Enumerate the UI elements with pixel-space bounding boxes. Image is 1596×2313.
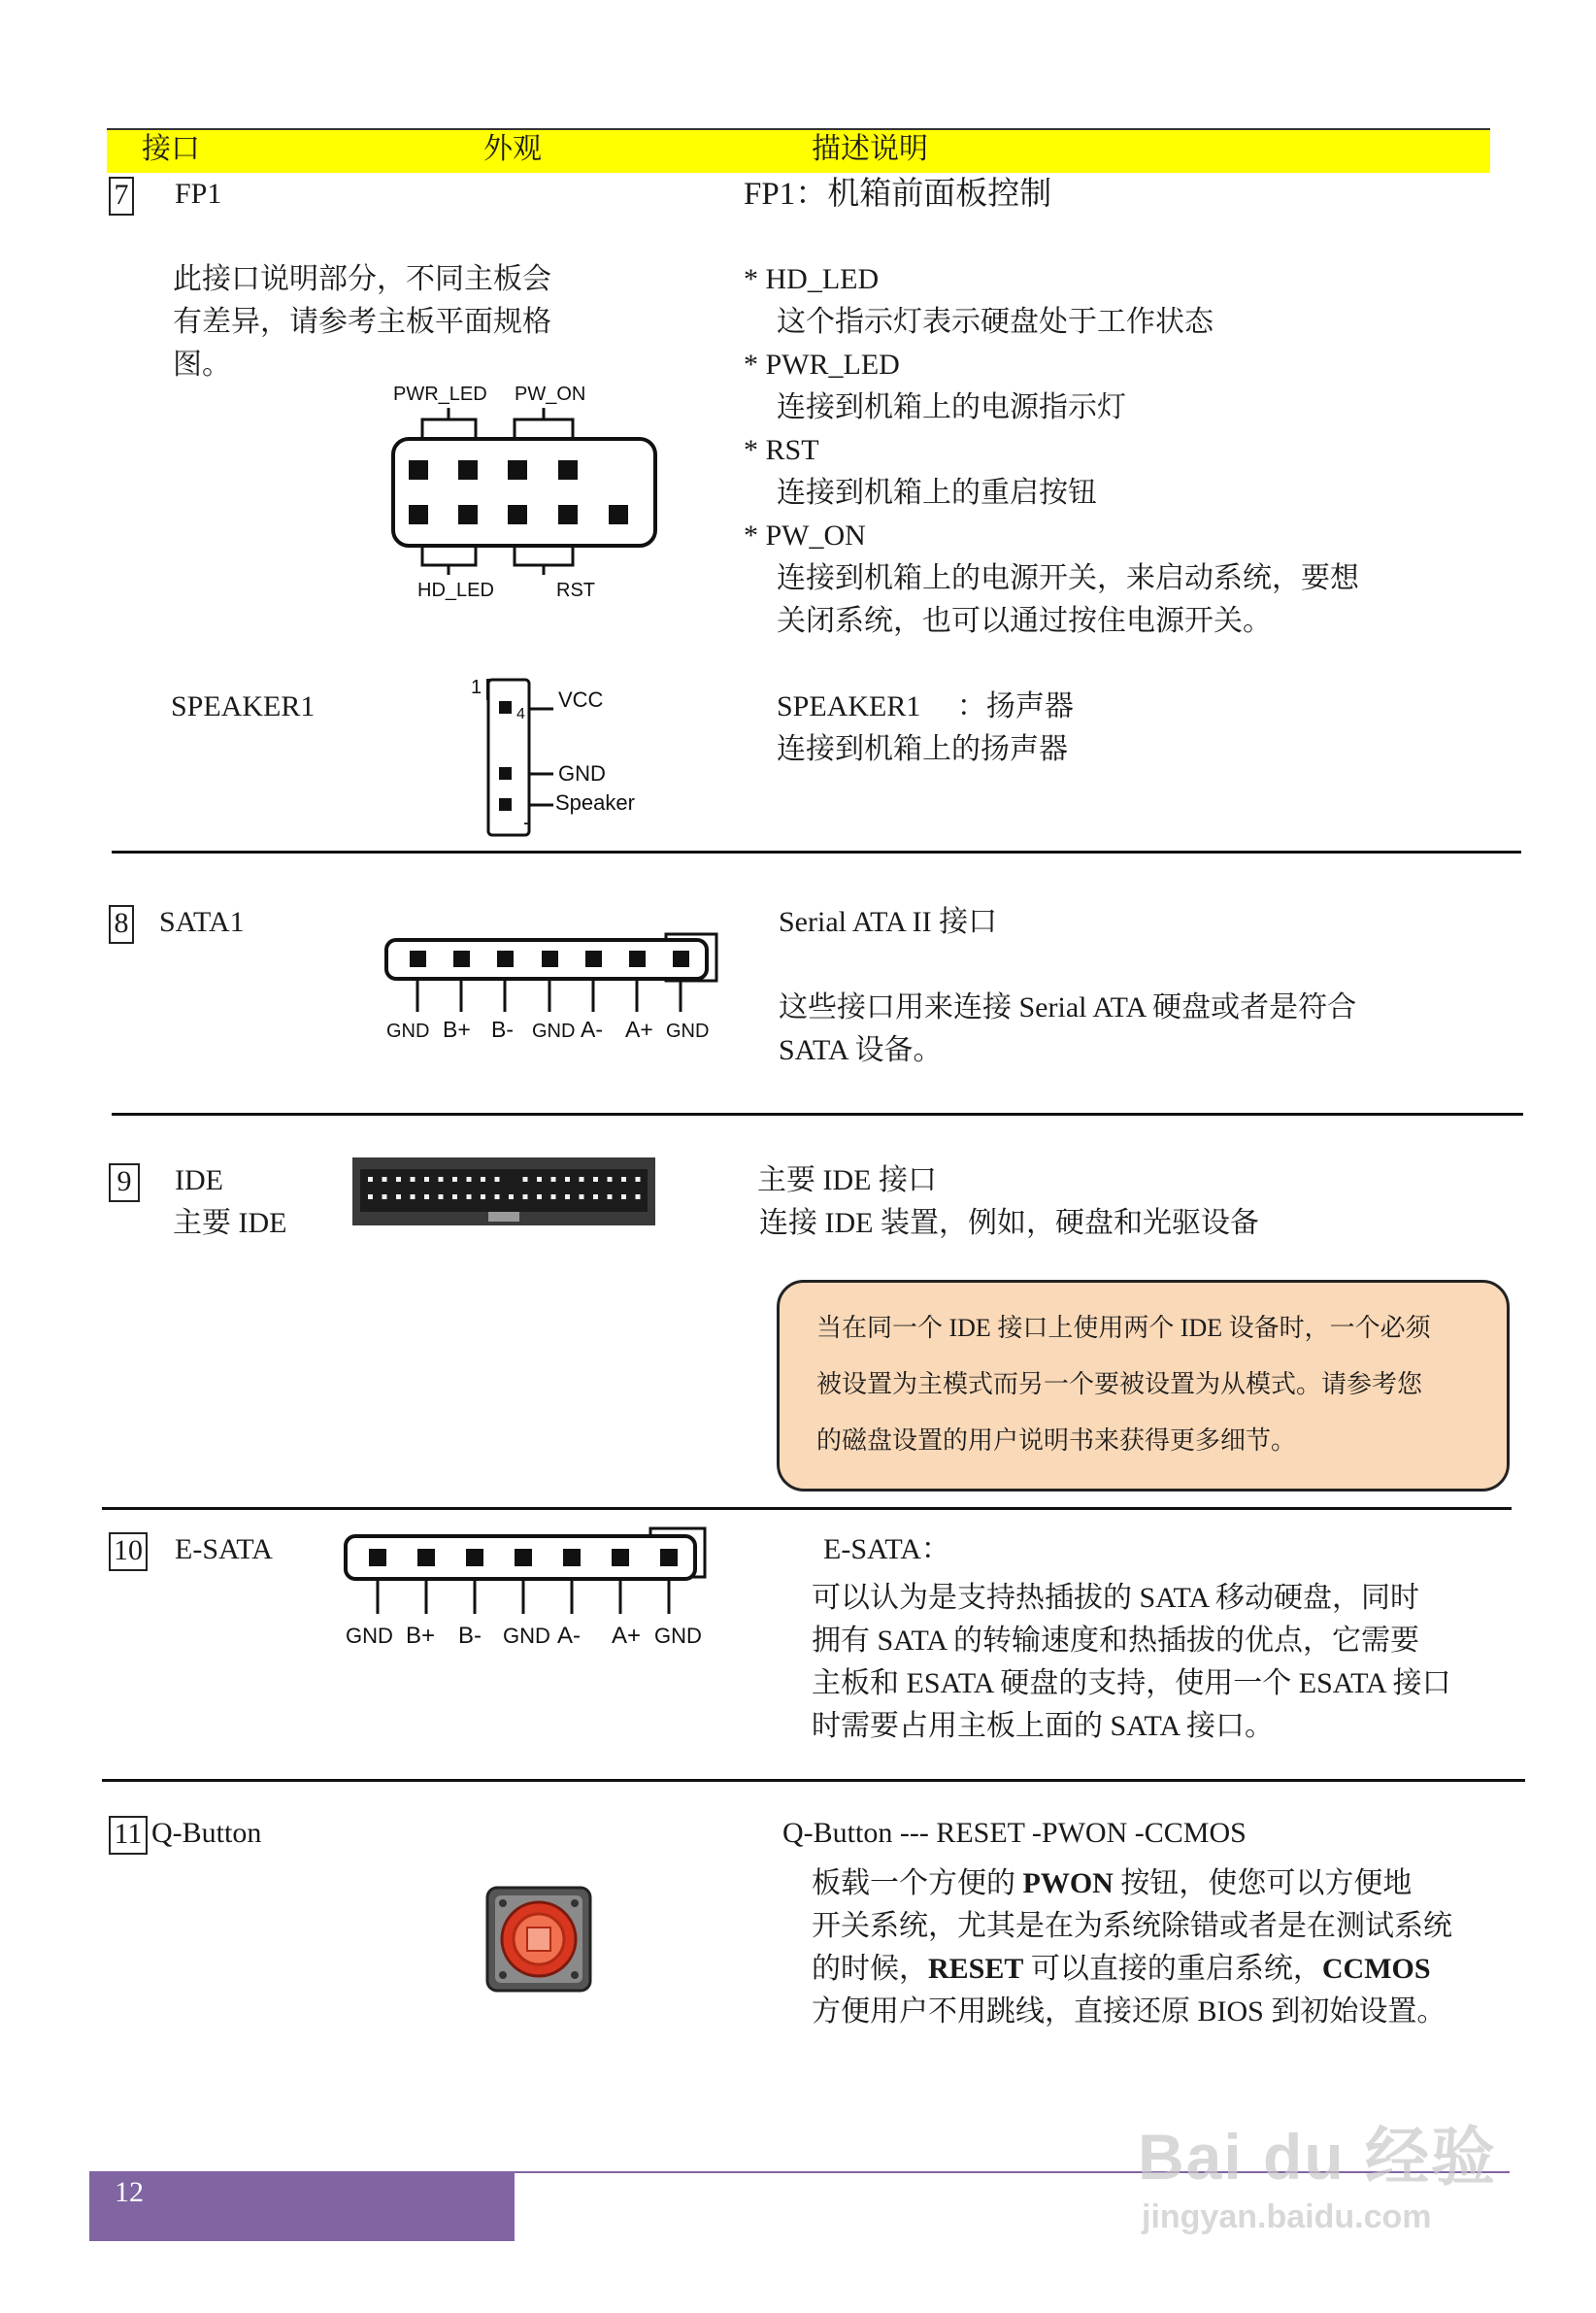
section-number: 10 <box>109 1532 148 1571</box>
fp1-item-desc: 关闭系统，也可以通过按住电源开关。 <box>777 605 1272 637</box>
ide-pin <box>523 1177 528 1182</box>
ide-note-line: 当在同一个 IDE 接口上使用两个 IDE 设备时，一个必须 <box>816 1314 1431 1342</box>
ide-pin <box>382 1177 387 1182</box>
esata-pin-diagram <box>338 1525 716 1660</box>
header-appearance: 外观 <box>483 133 542 165</box>
section-divider <box>102 1507 1512 1510</box>
ide-pin <box>580 1194 584 1199</box>
hd-led-label: HD_LED <box>417 580 494 601</box>
ide-pin <box>368 1194 373 1199</box>
ide-pin <box>481 1177 485 1182</box>
ide-pin <box>467 1194 472 1199</box>
section-divider <box>112 1113 1523 1116</box>
esata-pin-label: GND <box>654 1624 702 1648</box>
rst-label: RST <box>556 580 595 601</box>
qbutton-desc-line: 方便用户不用跳线，直接还原 BIOS 到初始设置。 <box>812 1995 1446 2028</box>
ide-pin <box>537 1177 542 1182</box>
esata-pin-label: GND <box>346 1624 393 1648</box>
esata-desc-line: 可以认为是支持热插拔的 SATA 移动硬盘，同时 <box>812 1582 1419 1614</box>
esata-desc-line: 拥有 SATA 的转输速度和热插拔的优点，它需要 <box>812 1625 1419 1657</box>
fp1-item-desc: 连接到机箱上的电源开关，来启动系统，要想 <box>777 562 1359 594</box>
ide-pin <box>608 1194 613 1199</box>
pw-on-label: PW_ON <box>515 384 586 405</box>
qbutton-name: Q-Button <box>151 1817 262 1849</box>
ide-note-line: 被设置为主模式而另一个要被设置为从模式。请参考您 <box>816 1370 1423 1398</box>
ide-pin <box>424 1194 429 1199</box>
fp1-note-line: 有差异，请参考主板平面规格 <box>173 306 551 338</box>
fp1-item-desc: 连接到机箱上的重启按钮 <box>777 477 1097 509</box>
fp1-note-line: 图。 <box>173 349 231 381</box>
speaker-desc: 连接到机箱上的扬声器 <box>777 733 1068 765</box>
ide-pin <box>411 1194 416 1199</box>
qbutton-desc-line: 板载一个方便的 PWON 按钮，使您可以方便地 <box>812 1867 1413 1899</box>
ide-pin <box>593 1177 598 1182</box>
esata-name: E-SATA <box>175 1533 273 1565</box>
speaker-name: SPEAKER1 <box>171 690 316 722</box>
ide-pin <box>439 1177 444 1182</box>
ide-note-line: 的磁盘设置的用户说明书来获得更多细节。 <box>816 1426 1297 1455</box>
qbutton-image <box>485 1886 592 1993</box>
ide-pin <box>608 1177 613 1182</box>
qbutton-desc-line: 开关系统，尤其是在为系统除错或者是在测试系统 <box>812 1910 1452 1942</box>
section-divider <box>112 851 1521 854</box>
ide-pin <box>523 1194 528 1199</box>
sata-desc-line: SATA 设备。 <box>779 1034 943 1066</box>
fp1-item-name: * RST <box>744 434 819 466</box>
ide-pin <box>495 1177 500 1182</box>
header-port: 接口 <box>142 133 200 165</box>
pin4-label: 4 <box>516 706 525 722</box>
ide-pin <box>621 1194 626 1199</box>
pin1-label: 1 <box>471 677 482 698</box>
ide-pin <box>396 1194 401 1199</box>
fp1-item-name: * PW_ON <box>744 520 866 552</box>
ide-pin <box>424 1177 429 1182</box>
ide-pin <box>396 1177 401 1182</box>
ide-title: 主要 IDE 接口 <box>757 1164 937 1196</box>
baidu-watermark-url: jingyan.baidu.com <box>1142 2198 1432 2235</box>
ide-name: IDE <box>175 1164 223 1196</box>
ide-pin <box>481 1194 485 1199</box>
section-number: 11 <box>109 1816 148 1855</box>
ide-pin <box>452 1194 457 1199</box>
sata-pin-diagram <box>379 926 728 1053</box>
ide-connector-image <box>352 1157 655 1225</box>
sata-pin-label: A+ <box>625 1017 653 1042</box>
esata-pin-label: B+ <box>406 1623 436 1649</box>
sata-title: Serial ATA II 接口 <box>779 906 998 938</box>
ide-pin <box>411 1177 416 1182</box>
section-divider <box>102 1779 1525 1782</box>
esata-pin-label: A- <box>557 1623 581 1649</box>
sata-pin-label: A- <box>581 1017 603 1042</box>
ide-pin <box>382 1194 387 1199</box>
ide-pin <box>467 1177 472 1182</box>
fp1-item-name: * HD_LED <box>744 263 880 295</box>
qbutton-title: Q-Button --- RESET -PWON -CCMOS <box>782 1817 1247 1849</box>
fp1-name: FP1 <box>175 178 222 210</box>
sata-pin-label: GND <box>666 1021 710 1042</box>
fp1-pin-diagram <box>383 379 675 612</box>
ide-sub: 主要 IDE <box>173 1207 287 1239</box>
table-header-bar <box>107 128 1490 173</box>
esata-pin-label: A+ <box>612 1623 642 1649</box>
speaker-title: SPEAKER1 ：扬声器 <box>777 690 1074 722</box>
ide-pin <box>537 1194 542 1199</box>
esata-pin-label: GND <box>503 1624 550 1648</box>
ide-pin <box>580 1177 584 1182</box>
footer-bar <box>89 2171 515 2241</box>
ide-pin <box>565 1177 570 1182</box>
sata-name: SATA1 <box>159 906 245 938</box>
sata-pin-label: B- <box>491 1017 514 1042</box>
ide-pin <box>551 1177 556 1182</box>
fp1-item-desc: 这个指示灯表示硬盘处于工作状态 <box>777 306 1214 338</box>
esata-desc-line: 主板和 ESATA 硬盘的支持，使用一个 ESATA 接口 <box>812 1667 1451 1699</box>
fp1-note-line: 此接口说明部分，不同主板会 <box>173 263 551 295</box>
speaker-label: Speaker <box>555 790 635 815</box>
ide-pin <box>368 1177 373 1182</box>
sata-desc-line: 这些接口用来连接 Serial ATA 硬盘或者是符合 <box>779 991 1357 1023</box>
speaker-pin-diagram <box>466 672 680 837</box>
ide-pin <box>439 1194 444 1199</box>
sata-pin-label: GND <box>532 1021 576 1042</box>
esata-pin-label: B- <box>458 1623 482 1649</box>
ide-pin <box>509 1194 514 1199</box>
ide-pin <box>593 1194 598 1199</box>
ide-pin <box>636 1177 641 1182</box>
baidu-watermark-logo: Bai du 经验 <box>1138 2121 1498 2193</box>
ide-pin <box>565 1194 570 1199</box>
qbutton-desc-line: 的时候，RESET 可以直接的重启系统，CCMOS <box>812 1953 1431 1985</box>
ide-pin <box>495 1194 500 1199</box>
minus-label: - <box>523 810 531 834</box>
esata-title: E-SATA： <box>823 1533 950 1565</box>
sata-pin-label: GND <box>386 1021 430 1042</box>
ide-pin <box>636 1194 641 1199</box>
page-number: 12 <box>115 2176 144 2208</box>
ide-pin <box>551 1194 556 1199</box>
gnd-label: GND <box>558 761 606 786</box>
section-number: 7 <box>109 177 134 216</box>
fp1-item-desc: 连接到机箱上的电源指示灯 <box>777 391 1126 423</box>
pwr-led-label: PWR_LED <box>393 384 487 405</box>
fp1-title: FP1：机箱前面板控制 <box>744 177 1052 212</box>
sata-pin-label: B+ <box>443 1017 471 1042</box>
ide-note-callout <box>777 1280 1510 1492</box>
vcc-label: VCC <box>558 687 604 712</box>
section-number: 9 <box>109 1163 140 1202</box>
header-description: 描述说明 <box>812 133 928 165</box>
ide-pin <box>452 1177 457 1182</box>
ide-desc: 连接 IDE 装置，例如，硬盘和光驱设备 <box>759 1207 1259 1239</box>
esata-desc-line: 时需要占用主板上面的 SATA 接口。 <box>812 1710 1274 1742</box>
ide-pin <box>621 1177 626 1182</box>
section-number: 8 <box>109 905 134 944</box>
fp1-item-name: * PWR_LED <box>744 349 900 381</box>
